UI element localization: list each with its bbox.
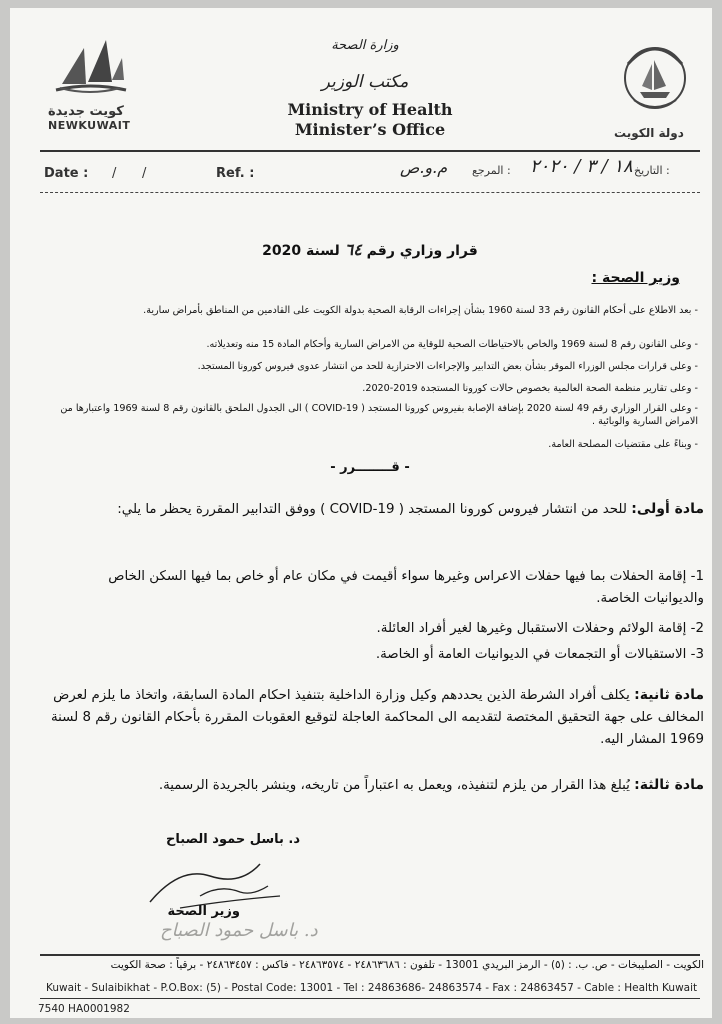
date-label: Date : [44,166,89,181]
premise-item: - وعلى القرار الوزاري رقم 49 لسنة 2020 بإضافة الإصابة بفيروس كورونا المستجد ( COVID-19 ) الى الجدول الملحق بالقانون رقم 8 لسنة 1969 واعتبارها من الامراض السارية والوبائية . [60,403,698,427]
ref-label: Ref. : [216,166,255,181]
issuer-heading: وزير الصحة : [591,270,680,286]
premise-item: - بعد الاطلاع على أحكام القانون رقم 33 لسنة 1960 بشأن إجراءات الرقابة الصحية بدولة الكويت على القادمين من المناطق بأمراض سارية. [143,305,698,316]
decree-title-suffix: لسنة 2020 [262,243,340,259]
signatory-title: وزير الصحة [167,904,240,919]
date-divider [40,192,700,193]
handwritten-ref: م.و.ص [400,158,448,177]
article-3-text: يُبلغ هذا القرار من يلزم لتنفيذه، ويعمل به اعتباراً من تاريخه، وينشر بالجريدة الرسمية. [158,778,630,793]
document-number: 7540 HA0001982 [38,1003,130,1015]
footer-divider [40,954,700,956]
date-separator: / [112,166,117,181]
state-of-kuwait-label: دولة الكويت [614,126,684,140]
handwritten-date: ١٨ / ٣ / ٢٠٢٠ [530,156,633,177]
article-1 [44,498,704,521]
article-1-item: 1- إقامة الحفلات بما فيها حفلات الاعراس وغيرها سواء أقيمت في مكان عام أو خاص بما فيها السكن الخاص والديوانيات الخاصة. [108,569,704,606]
decree-page [10,8,712,1018]
newkuwait-english-text: NEWKUWAIT [48,119,131,132]
decides-heading: - قــــــــرر - [330,460,410,475]
article-2 [44,684,704,751]
footer-bottom-divider [40,998,700,999]
minister-office-english-title: Minister’s Office [294,120,446,139]
article-1-item: 2- إقامة الولائم وحفلات الاستقبال وغيرها لغير أفراد العائلة. [376,621,704,636]
article-1-label: مادة أولى: [631,501,704,517]
date-separator: / [142,166,147,181]
signatory-name: د. باسل حمود الصباح [166,832,300,847]
minister-office-arabic-calligraphy: مكتب الوزير [321,72,409,92]
ministry-english-title: Ministry of Health [287,100,453,119]
arabic-ref-label: المرجع : [472,164,511,177]
kuwait-emblem-icon [620,34,690,122]
article-1-text: للحد من انتشار فيروس كورونا المستجد ( COVID-19 ) ووفق التدابير المقررة يحظر ما يلي: [117,502,627,517]
premise-item: - وبناءً على مقتضيات المصلحة العامة. [548,439,698,450]
signatory-stamp: د. باسل حمود الصباح [160,920,318,941]
article-2-label: مادة ثانية: [634,687,704,703]
article-2-text: يكلف أفراد الشرطة الذين يحددهم وكيل وزارة الداخلية بتنفيذ احكام المادة السابقة، واتخاذ ما يلزم لعرض المخالف على جهة التحقيق المختصة لتقديمه الى المحاكمة العاجلة لتوقيع العقوبات المقررة بأحكام القانون رقم 8 لسنة 1969 المشار اليه. [50,688,704,747]
footer-address-arabic: الكويت - الصليبخات - ص. ب. : (٥) - الرمز البريدي 13001 - تلفون : ٢٤٨٦٣٦٨٦ - ٢٤٨٦٣٥٧٤ - فاكس : ٢٤٨٦٣٤٥٧ - برقياً : صحة الكويت [110,959,704,971]
arabic-date-label: التاريخ : [634,164,670,177]
article-3-label: مادة ثالثة: [634,777,704,793]
premise-item: - وعلى قرارات مجلس الوزراء الموقر بشأن بعض التدابير والإجراءات الاحترازية للحد من انتشار عدوى فيروس كورونا المستجد. [197,361,698,372]
decree-title-prefix: قرار وزاري رقم [366,243,478,259]
article-3 [44,774,704,797]
premise-item: - وعلى القانون رقم 8 لسنة 1969 والخاص بالاحتياطات الصحية للوقاية من الامراض السارية وأحكام المادة 15 منه وتعديلاته. [206,339,698,350]
newkuwait-logo-icon [50,38,130,100]
article-1-item: 3- الاستقبالات أو التجمعات في الديوانيات العامة أو الخاصة. [375,647,704,662]
header-divider [40,150,700,152]
footer-address-english: Kuwait - Sulaibikhat - P.O.Box: (5) - Postal Code: 13001 - Tel : 24863686- 24863574 - Fax : 24863457 - Cable : Health Kuwait [46,982,698,994]
newkuwait-arabic-text: كويت جديدة [48,104,124,119]
decree-title [250,240,490,259]
decree-number: ٦٤ [344,240,362,259]
ministry-arabic-calligraphy: وزارة الصحة [331,38,399,53]
premise-item: - وعلى تقارير منظمة الصحة العالمية بخصوص حالات كورونا المستجدة 2019-2020. [362,383,698,394]
